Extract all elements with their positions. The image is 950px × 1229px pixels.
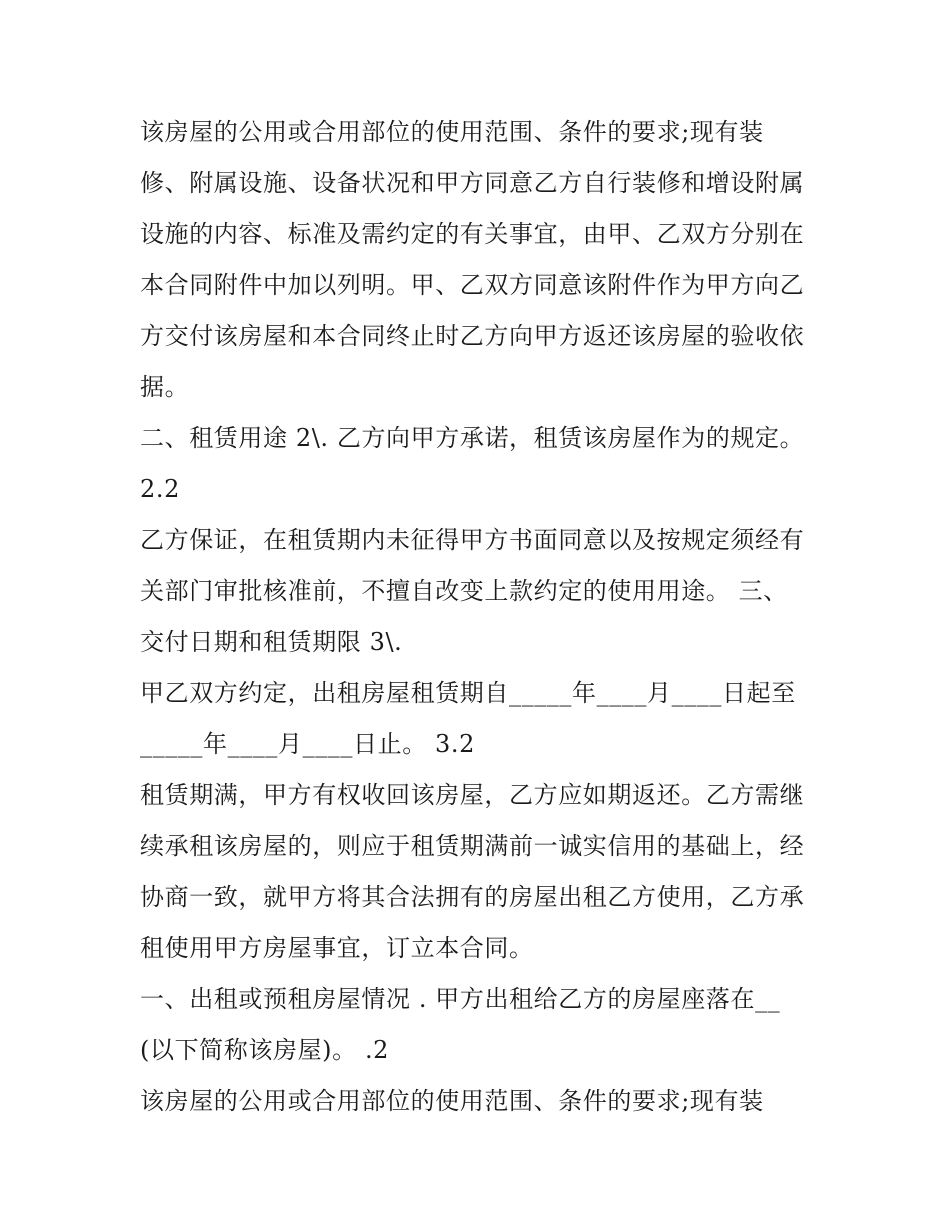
text-line: 续承租该房屋的，则应于租赁期满前一诚实信用的基础上，经 (140, 832, 805, 860)
text-line: 关部门审批核准前，不擅自改变上款约定的使用用途。 三、 (140, 577, 788, 605)
text-line: 2.2 (140, 475, 180, 503)
text-line: 该房屋的公用或合用部位的使用范围、条件的要求;现有装 (140, 118, 764, 146)
text-line: 本合同附件中加以列明。甲、乙双方同意该附件作为甲方向乙 (140, 271, 805, 299)
text-line: 据。 (140, 373, 190, 401)
text-line: 该房屋的公用或合用部位的使用范围、条件的要求;现有装 (140, 1087, 764, 1115)
text-line: 交付日期和租赁期限 3\. (140, 628, 403, 656)
text-line: 修、附属设施、设备状况和甲方同意乙方自行装修和增设附属 (140, 169, 805, 197)
text-line: 协商一致，就甲方将其合法拥有的房屋出租乙方使用，乙方承 (140, 883, 805, 911)
text-line: 二、租赁用途 2\. 乙方向甲方承诺，租赁该房屋作为的规定。 (140, 424, 805, 452)
text-line: 方交付该房屋和本合同终止时乙方向甲方返还该房屋的验收依 (140, 322, 805, 350)
text-line: 租赁期满，甲方有权收回该房屋，乙方应如期返还。乙方需继 (140, 781, 805, 809)
text-line: 设施的内容、标准及需约定的有关事宜，由甲、乙双方分别在 (140, 220, 805, 248)
text-line: (以下简称该房屋)。 .2 (140, 1036, 390, 1064)
text-line: 甲乙双方约定，出租房屋租赁期自_____年____月____日起至 (140, 679, 796, 707)
text-line: 乙方保证，在租赁期内未征得甲方书面同意以及按规定须经有 (140, 526, 805, 554)
text-line: 一、出租或预租房屋情况 . 甲方出租给乙方的房屋座落在__ (140, 985, 781, 1013)
text-line: _____年____月____日止。 3.2 (140, 730, 475, 758)
text-line: 租使用甲方房屋事宜，订立本合同。 (140, 934, 534, 962)
document-body (140, 107, 830, 1127)
